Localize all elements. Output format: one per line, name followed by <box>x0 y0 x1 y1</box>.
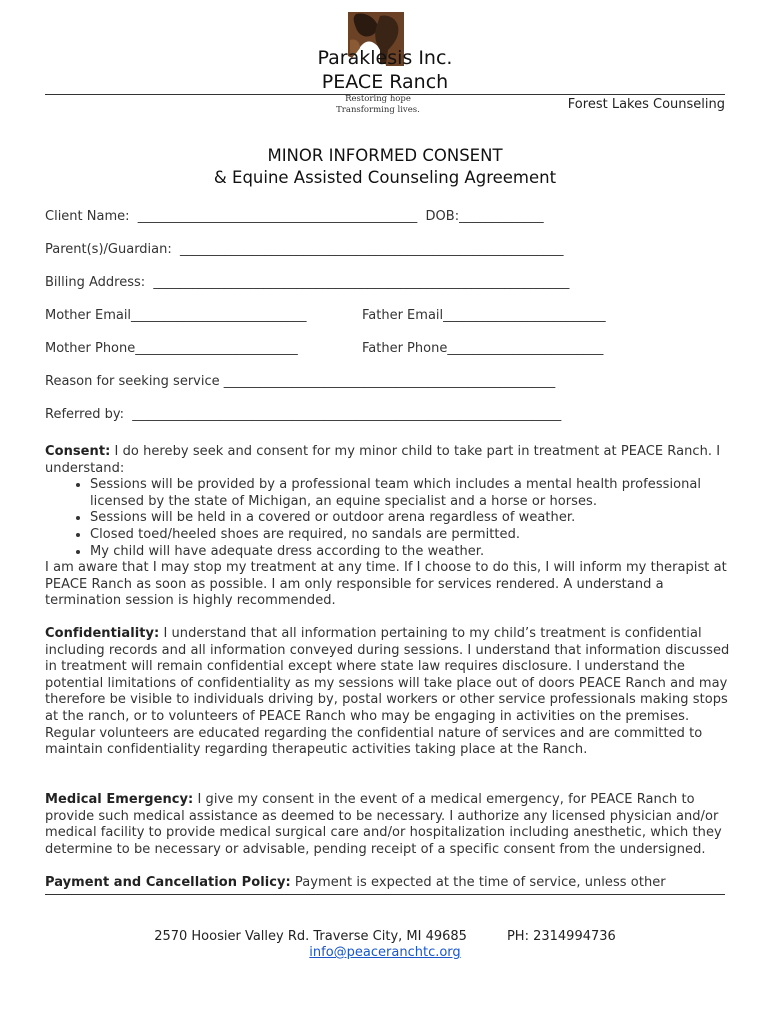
payment-text: Payment is expected at the time of service, unless other <box>290 875 666 890</box>
list-item: • Sessions will be held in a covered or outdoor arena regardless of weather. <box>90 510 735 527</box>
footer-email-row <box>0 945 770 960</box>
consent-heading: Consent: <box>45 444 111 459</box>
reason-field[interactable]: Reason for seeking service ___________________________________________________ <box>45 374 556 389</box>
confidentiality-text: I understand that all information pertaining to my child’s treatment is confidential including records and all information conveyed during sessions. I understand that information discussed in treatment will remain confidential except where state law requires disclosure. I understand the potential limitations of confidentiality as my sessions will take place out of doors PEACE Ranch and may therefore be visible to individuals driving by, postal workers or other service professionals making stops at the ranch, or to volunteers of PEACE Ranch who may be engaging in activities on the premises. Regular volunteers are educated regarding the confidential nature of services and are committed to maintain confidentiality regarding therapeutic activities taking place at the Ranch. <box>45 626 730 758</box>
father-email-field[interactable]: Father Email_________________________ <box>362 308 606 323</box>
father-phone-field[interactable]: Father Phone________________________ <box>362 341 604 356</box>
confidentiality-heading: Confidentiality: <box>45 626 160 641</box>
footer-email-link[interactable]: info@peaceranchtc.org <box>309 945 461 960</box>
list-item: • Sessions will be provided by a professional team which includes a mental health professional licensed by the state of Michigan, an equine specialist and a horse or horses. <box>90 477 735 510</box>
list-item: • My child will have adequate dress according to the weather. <box>90 544 735 561</box>
billing-address-field[interactable]: Billing Address: ________________________________________________________________ <box>45 275 570 290</box>
consent-closing: I am aware that I may stop my treatment at any time. If I choose to do this, I will inform my therapist at PEACE Ranch as soon as possible. I am only responsible for services rendered. A understand a termination session is highly recommended. <box>45 560 727 609</box>
organization-subtitle: PEACE Ranch <box>321 71 449 93</box>
confidentiality-section <box>45 626 735 759</box>
consent-bullet-list <box>45 477 735 560</box>
consent-intro: I do hereby seek and consent for my minor child to take part in treatment at PEACE Ranch. I understand: <box>45 444 721 476</box>
footer-contact <box>0 929 770 944</box>
parent-guardian-field[interactable]: Parent(s)/Guardian: ___________________________________________________________ <box>45 242 564 257</box>
medical-emergency-heading: Medical Emergency: <box>45 792 194 807</box>
footer-phone: PH: 2314994736 <box>506 929 616 944</box>
organization-name: Paraklesis Inc. <box>317 47 453 69</box>
document-subtitle: & Equine Assisted Counseling Agreement <box>213 168 557 187</box>
referred-by-field[interactable]: Referred by: __________________________________________________________________ <box>45 407 562 422</box>
mother-email-field[interactable]: Mother Email___________________________ <box>45 308 307 323</box>
footer-rule <box>45 894 725 895</box>
document-title: MINOR INFORMED CONSENT <box>267 146 503 165</box>
header-right-label: Forest Lakes Counseling <box>567 97 725 112</box>
footer-address: 2570 Hoosier Valley Rd. Traverse City, MI 49685 <box>154 929 467 944</box>
payment-heading: Payment and Cancellation Policy: <box>45 875 291 890</box>
medical-emergency-text: I give my consent in the event of a medical emergency, for PEACE Ranch to provide such medical assistance as deemed to be necessary. I authorize any licensed physician and/or medical facility to provide medical surgical care and/or hospitalization including anesthetic, which they determine to be necessary or advisable, pending receipt of a specific consent from the undersigned. <box>45 792 722 857</box>
consent-section <box>45 444 735 610</box>
client-name-field[interactable]: Client Name: ___________________________________________ DOB:_____________ <box>45 209 544 224</box>
mother-phone-field[interactable]: Mother Phone_________________________ <box>45 341 298 356</box>
payment-section <box>45 875 735 892</box>
list-item: • Closed toed/heeled shoes are required, no sandals are permitted. <box>90 527 735 544</box>
logo-tagline-1: Restoring hope <box>345 94 411 104</box>
logo-tagline-2: Transforming lives. <box>336 105 420 115</box>
medical-emergency-section <box>45 792 735 858</box>
